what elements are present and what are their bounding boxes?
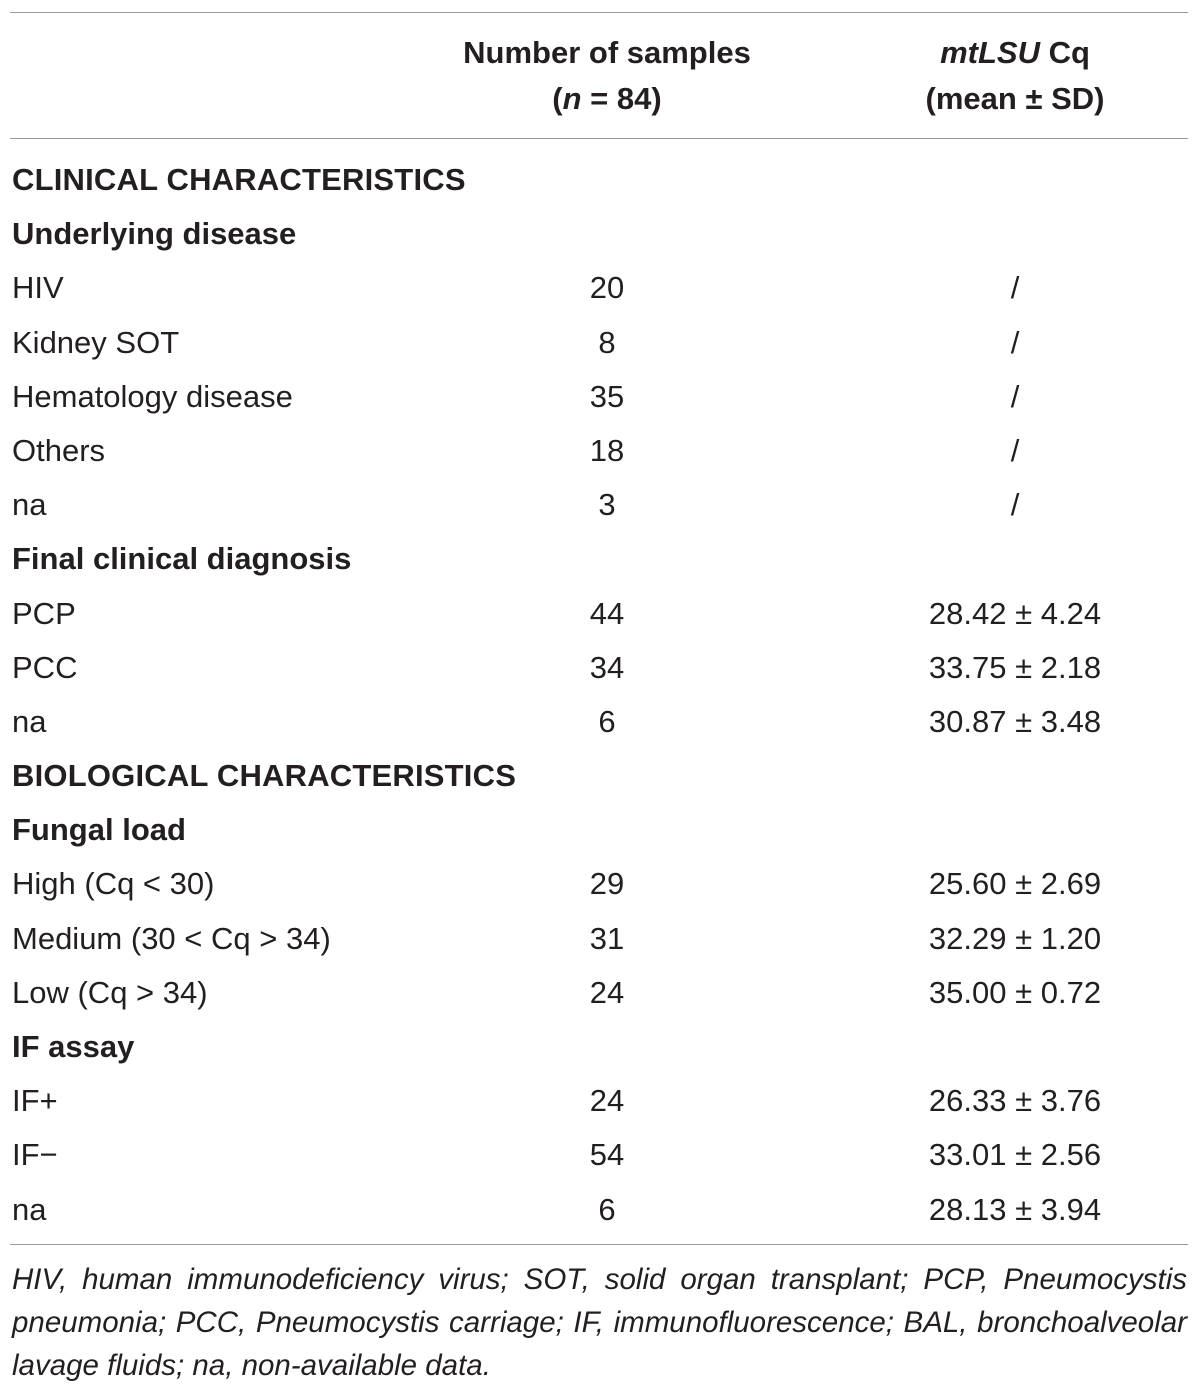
table-row [0,1074,1200,1128]
row-cq: 28.13 ± 3.94 [928,1191,1102,1227]
row-label: IF+ [12,1083,58,1119]
row-count: 24 [589,1083,625,1119]
row-count: 31 [589,920,625,956]
row-label: IF assay [12,1029,135,1064]
row-count: 44 [589,595,625,631]
header-rule [10,138,1188,139]
table-row [0,912,1200,966]
row-label: Hematology disease [12,378,293,414]
header-col3-line2: (mean ± SD) [925,81,1105,116]
row-label: PCC [12,649,78,685]
header-col3-line1: mtLSU Cq [940,35,1090,70]
row-count: 35 [589,378,625,414]
row-cq: 28.42 ± 4.24 [928,595,1102,631]
row-label: High (Cq < 30) [12,866,215,902]
row-cq: / [1010,487,1020,523]
section-heading-row [0,749,1200,803]
table-row [0,316,1200,370]
bottom-rule [10,1244,1188,1245]
row-cq: / [1010,432,1020,468]
row-count: 29 [589,866,625,902]
table-body [0,153,1200,1237]
row-label: Medium (30 < Cq > 34) [12,920,331,956]
row-cq: 25.60 ± 2.69 [928,866,1102,902]
row-count: 3 [598,487,616,523]
row-label: Final clinical diagnosis [12,541,352,577]
row-cq: 32.29 ± 1.20 [928,920,1102,956]
row-cq: / [1010,378,1020,414]
table-row [0,424,1200,478]
table-row [0,478,1200,532]
subsection-heading-row [0,532,1200,586]
table-row [0,857,1200,911]
row-count: 18 [589,432,625,468]
table-row [0,587,1200,641]
row-count: 6 [598,1191,616,1227]
header-col2-line1: Number of samples [463,35,751,70]
table-row [0,1128,1200,1182]
table-row [0,1183,1200,1237]
row-label: BIOLOGICAL CHARACTERISTICS [12,758,517,794]
row-cq: 33.75 ± 2.18 [928,649,1102,685]
header-number-of-samples [457,30,757,122]
row-cq: 35.00 ± 0.72 [928,974,1102,1010]
section-heading-row [0,153,1200,207]
subsection-heading-row [0,207,1200,261]
table-row [0,261,1200,315]
row-label: Low (Cq > 34) [12,974,208,1010]
row-cq: 30.87 ± 3.48 [928,703,1102,739]
row-label: na [12,487,47,523]
table-row [0,370,1200,424]
row-label: Underlying disease [12,216,297,252]
row-count: 6 [598,703,616,739]
row-cq: / [1010,270,1020,306]
table-footnote: HIV, human immunodeficiency virus; SOT, solid organ transplant; PCP, Pneumocystis pneumonia; PCC, Pneumocystis carriage; IF, immunofluorescence; BAL, bronchoalveolar lavage fluids; na, non-available data. [12,1263,1187,1382]
header-mtlsu-cq [865,30,1165,122]
row-count: 34 [589,649,625,685]
row-label: na [12,703,47,739]
table-row [0,641,1200,695]
row-cq: 33.01 ± 2.56 [928,1137,1102,1173]
row-label: Fungal load [12,812,186,848]
row-label: PCP [12,595,76,631]
row-label: na [12,1191,47,1227]
header-col2-line2: (n = 84) [552,81,662,116]
row-count: 24 [589,974,625,1010]
row-label: Others [12,432,106,468]
table-row [0,966,1200,1020]
row-label: Kidney SOT [12,324,180,360]
row-count: 20 [589,270,625,306]
top-rule [10,12,1188,13]
row-cq: 26.33 ± 3.76 [928,1083,1102,1119]
subsection-heading-row [0,1020,1200,1074]
row-label: HIV [12,270,64,306]
row-label: CLINICAL CHARACTERISTICS [12,162,466,197]
row-count: 54 [589,1137,625,1173]
subsection-heading-row [0,803,1200,857]
row-label: IF− [12,1137,58,1173]
row-cq: / [1010,324,1020,360]
row-count: 8 [598,324,616,360]
table-row [0,695,1200,749]
